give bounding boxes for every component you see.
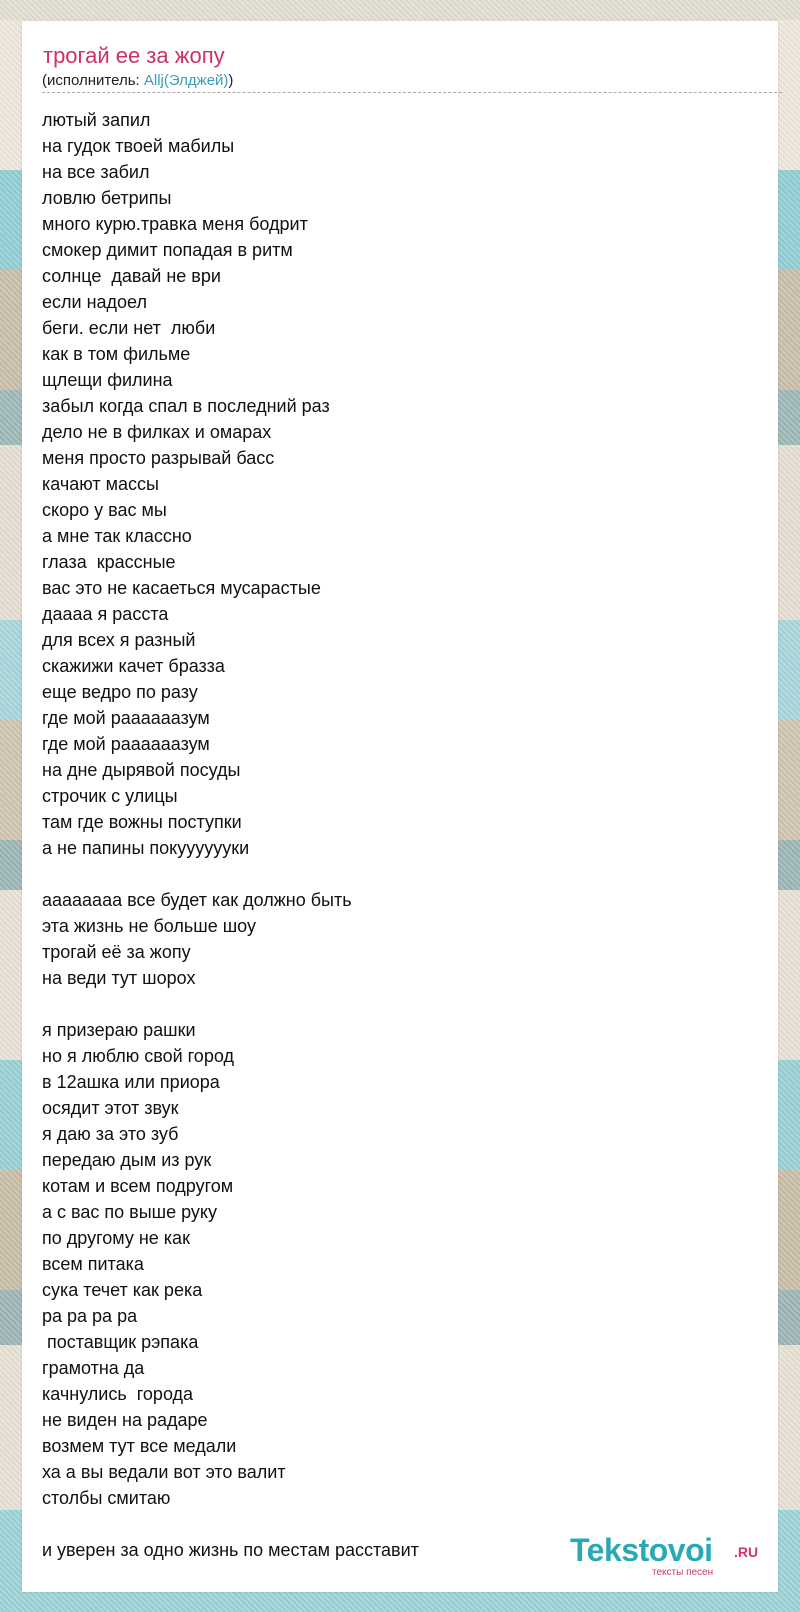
lyric-line: а не папины покууууууки [42, 838, 250, 858]
logo-tagline: тексты песен [652, 1567, 714, 1578]
lyric-line: глаза крассные [42, 552, 176, 572]
logo-tld: .RU [734, 1544, 759, 1560]
lyric-line: но я люблю свой город [42, 1046, 234, 1066]
lyric-line: а мне так классно [42, 526, 192, 546]
lyric-line: эта жизнь не больше шоу [42, 916, 256, 936]
lyric-line: осядит этот звук [42, 1098, 179, 1118]
artist-line [42, 72, 233, 89]
lyrics-text [42, 107, 762, 1563]
lyric-line: на все забил [42, 162, 150, 182]
lyric-line: лютый запил [42, 110, 151, 130]
dashed-divider [42, 92, 782, 93]
lyric-line: много курю.травка меня бодрит [42, 214, 308, 234]
lyrics-card [22, 21, 778, 1592]
lyric-line: я даю за это зуб [42, 1124, 179, 1144]
lyric-line: где мой раааааазум [42, 708, 210, 728]
lyric-line: беги. если нет люби [42, 318, 216, 338]
lyric-line: где мой раааааазум [42, 734, 210, 754]
lyric-line: а с вас по выше руку [42, 1202, 217, 1222]
lyric-line: трогай её за жопу [42, 942, 191, 962]
lyric-line: в 12ашка или приора [42, 1072, 220, 1092]
lyric-line: передаю дым из рук [42, 1150, 212, 1170]
lyric-line: столбы смитаю [42, 1488, 171, 1508]
lyric-line [42, 861, 762, 887]
lyric-line: аааааааа все будет как должно быть [42, 890, 352, 910]
lyric-line: качают массы [42, 474, 159, 494]
lyric-line: ха а вы ведали вот это валит [42, 1462, 286, 1482]
lyric-line: смокер димит попадая в ритм [42, 240, 293, 260]
artist-prefix: (исполнитель: [42, 72, 144, 89]
lyric-line: я призераю рашки [42, 1020, 196, 1040]
lyric-line: даааа я расста [42, 604, 169, 624]
artist-suffix: ) [228, 72, 234, 89]
lyric-line: качнулись города [42, 1384, 194, 1404]
lyric-line: там где вожны поступки [42, 812, 242, 832]
lyric-line: скоро у вас мы [42, 500, 167, 520]
lyric-line: если надоел [42, 292, 147, 312]
lyric-line: дело не в филках и омарах [42, 422, 272, 442]
logo-wordmark: Tekstovoi [570, 1532, 713, 1568]
lyric-line: сука течет как река [42, 1280, 203, 1300]
site-logo[interactable] [560, 1532, 770, 1580]
lyric-line: грамотна да [42, 1358, 145, 1378]
artist-link[interactable]: Allj(Элджей) [143, 72, 229, 89]
lyric-line: поставщик рэпака [42, 1332, 199, 1352]
lyric-line: щлещи филина [42, 370, 173, 390]
lyric-line: возмем тут все медали [42, 1436, 237, 1456]
lyric-line: по другому не как [42, 1228, 190, 1248]
lyric-line: солнце давай не ври [42, 266, 221, 286]
lyric-line: на дне дырявой посуды [42, 760, 241, 780]
lyric-line: котам и всем подругом [42, 1176, 234, 1196]
lyric-line: на веди тут шорох [42, 968, 196, 988]
lyric-line: скажижи качет бразза [42, 656, 225, 676]
song-title: трогай ее за жопу [43, 43, 225, 68]
lyric-line [42, 991, 762, 1017]
lyric-line: ра ра ра ра [42, 1306, 138, 1326]
lyric-line: не виден на радаре [42, 1410, 208, 1430]
lyric-line: для всех я разный [42, 630, 196, 650]
lyric-line: ловлю бетрипы [42, 188, 172, 208]
lyric-line: как в том фильме [42, 344, 191, 364]
lyric-line: меня просто разрывай басс [42, 448, 275, 468]
lyric-line: еще ведро по разу [42, 682, 198, 702]
lyric-line: и уверен за одно жизнь по местам расставит [42, 1540, 419, 1560]
lyric-line: забыл когда спал в последний раз [42, 396, 330, 416]
lyric-line: всем питака [42, 1254, 144, 1274]
lyric-line: вас это не касаеться мусарастые [42, 578, 321, 598]
lyric-line: на гудок твоей мабилы [42, 136, 235, 156]
lyric-line: строчик с улицы [42, 786, 178, 806]
